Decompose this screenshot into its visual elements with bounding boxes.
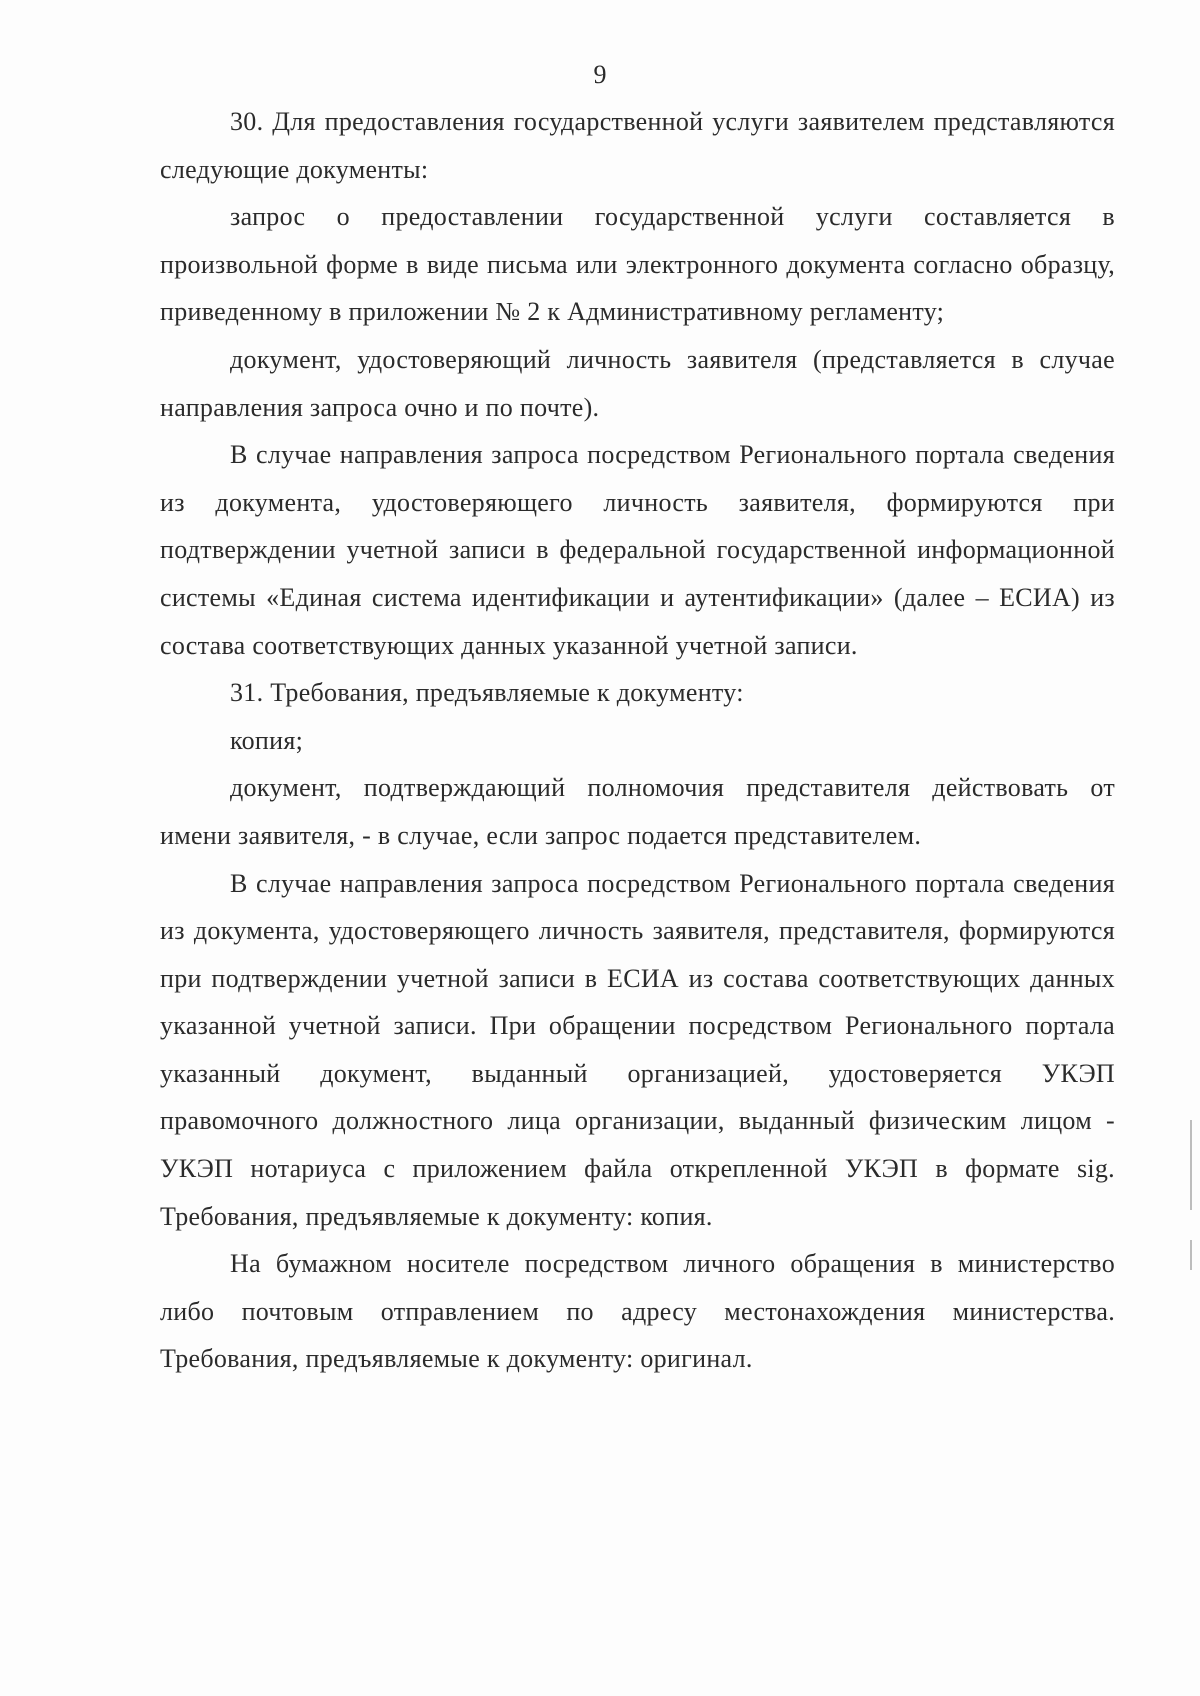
paragraph-regional-portal-esia: В случае направления запроса посредством Регионального портала сведения из документа, удостоверяющего личность заявителя, формируются при подтверждении учетной записи в федеральной государственной информационной системы «Единая система идентификации и аутентификации» (далее – ЕСИА) из состава соответствующих данных указанной учетной записи. bbox=[160, 440, 1115, 660]
paragraph-request-form: запрос о предоставлении государственной услуги составляется в произвольной форме в виде письма или электронного документа согласно образцу, приведенному в приложении № 2 к Административному регламенту; bbox=[160, 202, 1115, 327]
paragraph-regional-portal-representative: В случае направления запроса посредством Регионального портала сведения из документа, удостоверяющего личность заявителя, представителя, формируются при подтверждении учетной записи в ЕСИА из состава соответствующих данных указанной учетной записи. При обращении посредством Регионального портала указанный документ, выданный организацией, удостоверяется УКЭП правомочного должностного лица организации, выданный физическим лицом - УКЭП нотариуса с приложением файла открепленной УКЭП в формате sig. Требования, предъявляемые к документу: копия. bbox=[160, 868, 1115, 1231]
scan-margin-mark bbox=[1190, 1240, 1192, 1270]
paragraph-paper-submission: На бумажном носителе посредством личного обращения в министерство либо почтовым отправлением по адресу местонахождения министерства. Требования, предъявляемые к документу: оригинал. bbox=[160, 1249, 1115, 1374]
scan-margin-mark bbox=[1190, 1120, 1192, 1210]
page-number: 9 bbox=[593, 60, 607, 89]
paragraph-31-requirements: 31. Требования, предъявляемые к документу: bbox=[230, 678, 744, 708]
paragraph-identity-document: документ, удостоверяющий личность заявителя (представляется в случае направления запроса очно и по почте). bbox=[160, 344, 1115, 422]
paragraph-30-intro: 30. Для предоставления государственной услуги заявителем представляются следующие документы: bbox=[160, 107, 1115, 184]
paragraph-representative-authority: документ, подтверждающий полномочия представителя действовать от имени заявителя, - в случае, если запрос подается представителем. bbox=[160, 773, 1115, 850]
document-body bbox=[160, 98, 1115, 1383]
paragraph-copy: копия; bbox=[230, 725, 304, 755]
